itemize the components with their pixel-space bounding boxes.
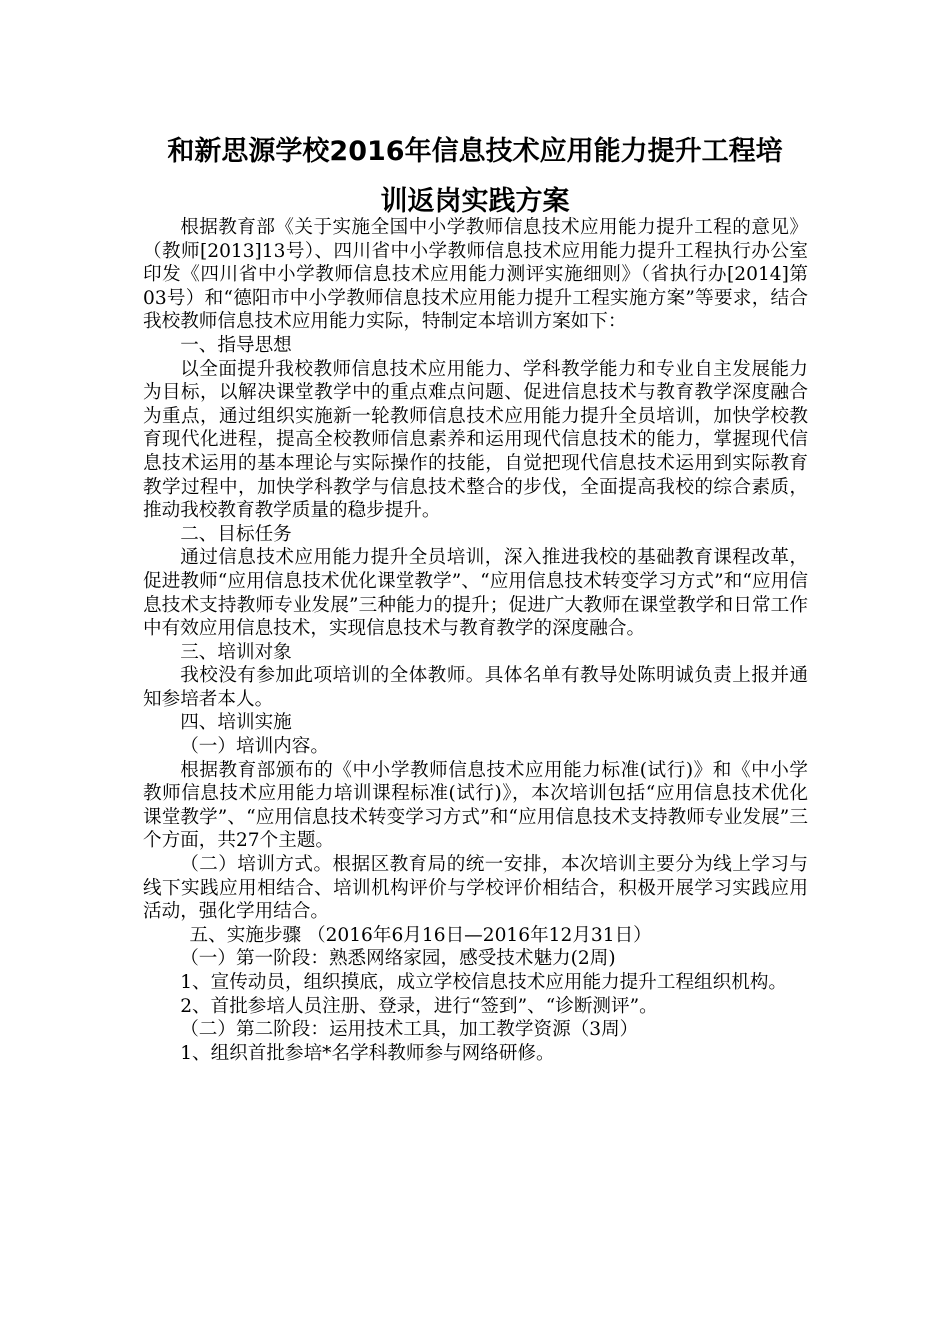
section-heading-guiding-ideology: 一、指导思想 — [180, 334, 292, 356]
guiding-ideology-paragraph: 以全面提升我校教师信息技术应用能力、学科教学能力和专业自主发展能力为目标，以解决课堂教学中的重点难点问题、促进信息技术与教育教学深度融合为重点，通过组织实施新一轮教师信息技术应用能力提升全员培训，加快学校教育现代化进程，提高全校教师信息素养和运用现代信息技术的能力，掌握现代信息技术运用的基本理论与实际操作的技能，自觉把现代信息技术运用到实际教育教学过程中，加快学科教学与信息技术整合的步伐，全面提高我校的综合素质，推动我校教育教学质量的稳步提升。 — [143, 358, 808, 522]
section-heading-implementation: 四、培训实施 — [180, 712, 292, 734]
training-content-paragraph: 根据教育部颁布的《中小学教师信息技术应用能力标准(试行)》和《中小学教师信息技术应用能力培训课程标准(试行)》，本次培训包括“应用信息技术优化课堂教学”、“应用信息技术转变学习方式”和“应用信息技术支持教师专业发展”三个方面，共27个主题。 — [143, 759, 808, 852]
stage-two-item-1: 1、组织首批参培*名学科教师参与网络研修。 — [180, 1042, 555, 1064]
trainees-paragraph: 我校没有参加此项培训的全体教师。具体名单有教导处陈明诚负责上报并通知参培者本人。 — [143, 665, 808, 710]
document-body — [143, 216, 808, 1065]
section-heading-trainees: 三、培训对象 — [180, 641, 292, 663]
goals-paragraph: 通过信息技术应用能力提升全员培训，深入推进我校的基础教育课程改革，促进教师“应用信息技术优化课堂教学”、“应用信息技术转变学习方式”和“应用信息技术支持教师专业发展”三种能力的提升；促进广大教师在课堂教学和日常工作中有效应用信息技术，实现信息技术与教育教学的深度融合。 — [143, 547, 808, 640]
intro-paragraph: 根据教育部《关于实施全国中小学教师信息技术应用能力提升工程的意见》（教师[2013]13号）、四川省中小学教师信息技术应用能力提升工程执行办公室印发《四川省中小学教师信息技术应用能力测评实施细则》（省执行办[2014]第03号）和“德阳市中小学教师信息技术应用能力提升工程实施方案”等要求，结合我校教师信息技术应用能力实际，特制定本培训方案如下： — [143, 217, 808, 333]
document-title-line-1: 和新思源学校2016年信息技术应用能力提升工程培 — [167, 136, 783, 167]
document-title-line-2: 训返岗实践方案 — [380, 186, 570, 217]
training-method-paragraph: （二）培训方式。根据区教育局的统一安排，本次培训主要分为线上学习与线下实践应用相结合、培训机构评价与学校评价相结合，积极开展学习实践应用活动，强化学用结合。 — [143, 854, 808, 923]
section-heading-steps: 五、实施步骤 （2016年6月16日—2016年12月31日） — [189, 924, 652, 946]
subheading-training-content: （一）培训内容。 — [180, 736, 329, 758]
stage-one-item-1: 1、宣传动员，组织摸底，成立学校信息技术应用能力提升工程组织机构。 — [180, 972, 788, 993]
subheading-stage-one: （一）第一阶段：熟悉网络家园，感受技术魅力(2周) — [180, 948, 616, 970]
stage-one-item-2: 2、首批参培人员注册、登录，进行“签到”、“诊断测评”。 — [180, 995, 658, 1017]
subheading-stage-two: （二）第二阶段：运用技术工具，加工教学资源（3周） — [180, 1019, 639, 1041]
section-heading-goals: 二、目标任务 — [180, 523, 292, 545]
